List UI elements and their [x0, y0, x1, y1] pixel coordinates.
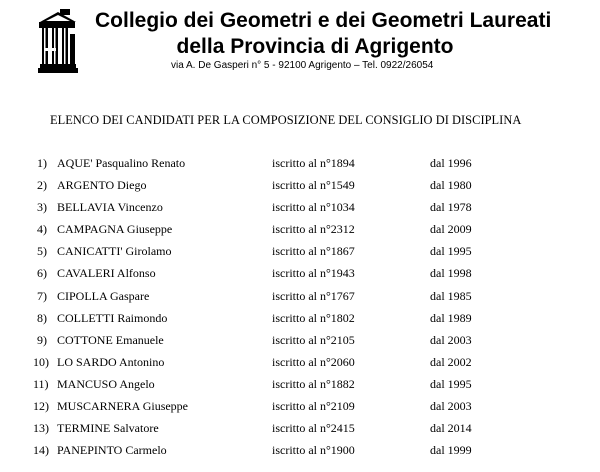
candidate-registration: iscritto al n°1034 [272, 200, 355, 215]
list-item [0, 175, 600, 197]
candidate-registration: iscritto al n°1943 [272, 266, 355, 281]
candidate-registration: iscritto al n°1767 [272, 288, 355, 303]
candidate-number: 3) [37, 200, 47, 215]
candidate-registration: iscritto al n°2105 [272, 332, 355, 347]
candidate-since: dal 1998 [430, 266, 472, 281]
candidate-since: dal 2009 [430, 222, 472, 237]
candidate-number: 1) [37, 156, 47, 170]
list-item [0, 241, 600, 263]
list-item [0, 308, 600, 330]
institution-name: Collegio dei Geometri e dei Geometri Laureati [95, 9, 552, 32]
candidate-registration: iscritto al n°1549 [272, 178, 355, 193]
candidate-number: 10) [33, 354, 49, 369]
candidate-name: AQUE' Pasqualino Renato [57, 156, 186, 170]
candidate-since: dal 1978 [430, 200, 472, 215]
candidate-name: BELLAVIA Vincenzo [57, 200, 163, 215]
candidate-name: TERMINE Salvatore [57, 421, 159, 436]
list-item [0, 330, 600, 352]
candidate-since: dal 2014 [430, 421, 472, 436]
candidate-registration: iscritto al n°1802 [272, 310, 355, 325]
candidate-number: 7) [37, 288, 47, 303]
list-item [0, 153, 600, 175]
candidate-name: CAVALERI Alfonso [57, 266, 156, 281]
candidate-registration: iscritto al n°1900 [272, 443, 355, 458]
candidate-registration: iscritto al n°1867 [272, 244, 355, 259]
candidate-name: ARGENTO Diego [57, 178, 147, 193]
candidate-number: 6) [37, 266, 47, 281]
list-item [0, 219, 600, 241]
candidate-since: dal 2003 [430, 399, 472, 414]
candidate-since: dal 1980 [430, 178, 472, 193]
candidate-name: CAMPAGNA Giuseppe [57, 222, 173, 237]
list-item [0, 286, 600, 308]
candidate-name: CIPOLLA Gaspare [57, 288, 150, 303]
letterhead [0, 0, 600, 80]
candidate-name: COTTONE Emanuele [57, 332, 164, 347]
candidate-since: dal 1989 [430, 310, 472, 325]
candidate-registration: iscritto al n°1894 [272, 156, 355, 170]
candidate-list [0, 153, 600, 462]
candidate-registration: iscritto al n°1882 [272, 376, 355, 391]
candidate-number: 8) [37, 310, 47, 325]
institution-province: della Provincia di Agrigento [176, 35, 454, 58]
list-item [0, 418, 600, 440]
document-heading: ELENCO DEI CANDIDATI PER LA COMPOSIZIONE DEL CONSIGLIO DI DISCIPLINA [50, 113, 522, 127]
institution-address: via A. De Gasperi n° 5 - 92100 Agrigento – Tel. 0922/26054 [171, 60, 434, 71]
candidate-name: MANCUSO Angelo [57, 376, 155, 391]
list-item [0, 374, 600, 396]
list-item [0, 440, 600, 462]
candidate-since: dal 1999 [430, 443, 472, 458]
candidate-number: 14) [33, 443, 49, 458]
candidate-name: MUSCARNERA Giuseppe [57, 399, 189, 414]
list-item [0, 197, 600, 219]
list-item [0, 263, 600, 285]
candidate-number: 9) [37, 332, 47, 347]
candidate-number: 2) [37, 178, 47, 193]
candidate-since: dal 2002 [430, 354, 472, 369]
candidate-name: LO SARDO Antonino [57, 354, 165, 369]
list-item [0, 352, 600, 374]
candidate-since: dal 1995 [430, 244, 472, 259]
candidate-registration: iscritto al n°2312 [272, 222, 355, 237]
candidate-since: dal 1995 [430, 376, 472, 391]
candidate-registration: iscritto al n°2060 [272, 354, 355, 369]
candidate-registration: iscritto al n°2109 [272, 399, 355, 414]
candidate-name: PANEPINTO Carmelo [57, 443, 167, 458]
list-item [0, 396, 600, 418]
candidate-since: dal 1985 [430, 288, 472, 303]
candidate-registration: iscritto al n°2415 [272, 421, 355, 436]
candidate-number: 4) [37, 222, 47, 237]
candidate-number: 13) [33, 421, 49, 436]
candidate-name: COLLETTI Raimondo [57, 310, 168, 325]
candidate-name: CANICATTI' Girolamo [57, 244, 172, 259]
candidate-since: dal 1996 [430, 156, 472, 170]
candidate-number: 12) [33, 399, 49, 414]
candidate-number: 11) [33, 376, 49, 391]
candidate-number: 5) [37, 244, 47, 259]
candidate-since: dal 2003 [430, 332, 472, 347]
